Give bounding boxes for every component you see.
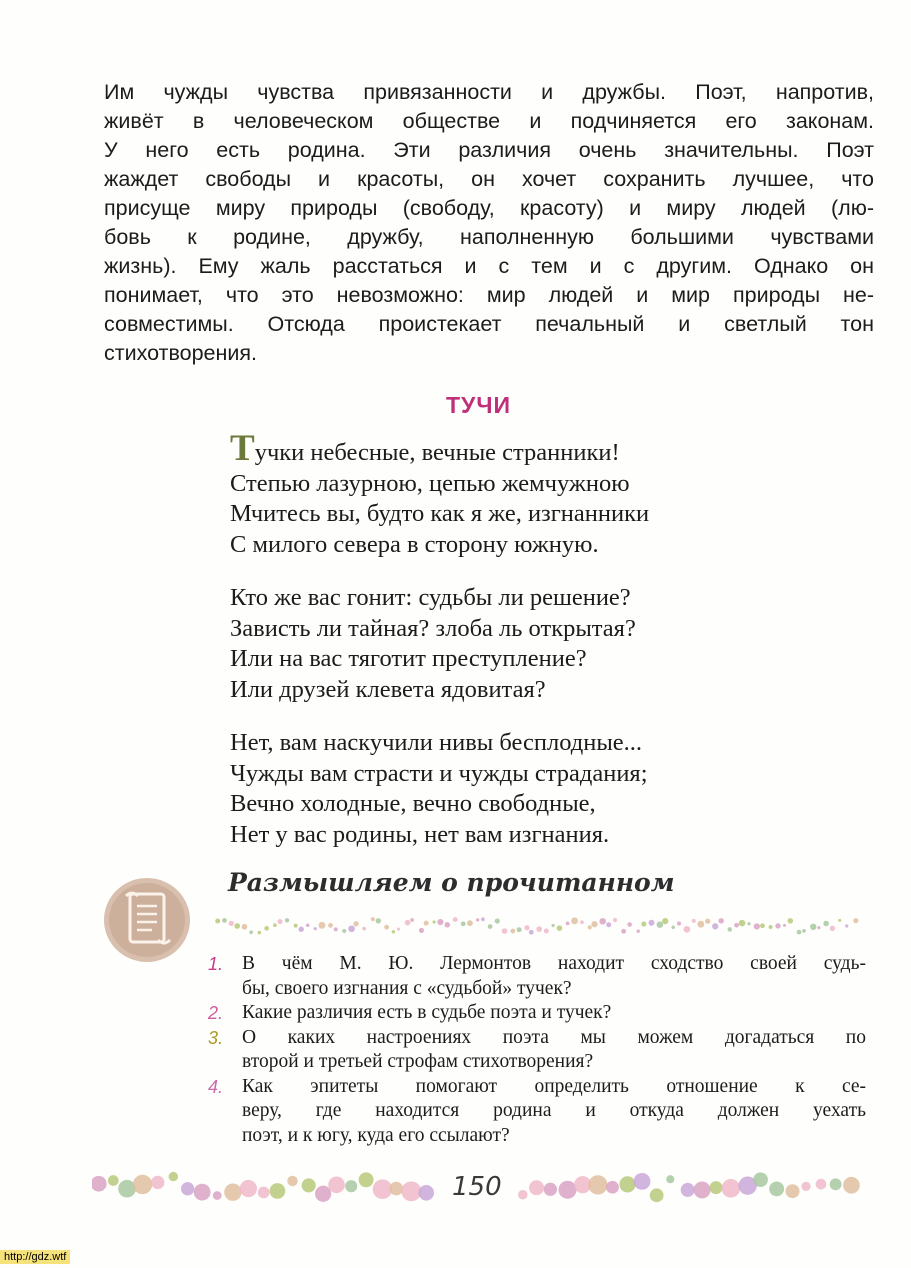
decor-dot xyxy=(362,927,366,931)
prose-line: Им чужды чувства привязанности и дружбы. Поэт, напротив, xyxy=(104,80,874,104)
question-item xyxy=(206,1001,866,1026)
decor-dot xyxy=(627,922,632,927)
decor-dot xyxy=(788,918,793,923)
decor-dot xyxy=(502,928,508,934)
decor-dot xyxy=(621,929,626,934)
decor-dot xyxy=(838,919,841,922)
poem-line: Степью лазурною, цепью жемчужною xyxy=(230,469,630,497)
decor-dot xyxy=(557,925,563,931)
decor-dot xyxy=(258,1187,270,1199)
decor-dot xyxy=(194,1184,211,1201)
decor-dot xyxy=(739,920,746,927)
prose-line: понимает, что это невозможно: мир людей и мир природы не- xyxy=(104,283,874,307)
decor-dot xyxy=(314,927,317,930)
decor-dot xyxy=(753,1172,768,1187)
poem-line: Или на вас тяготит преступление? xyxy=(230,645,587,672)
dotted-divider xyxy=(212,916,862,936)
decor-dot xyxy=(294,924,298,928)
question-number: 1. xyxy=(208,954,224,974)
decor-dot xyxy=(345,1180,357,1192)
decor-dot xyxy=(401,1181,421,1201)
decor-dot xyxy=(786,1184,800,1198)
decor-dot xyxy=(710,1181,723,1194)
question-number: 2. xyxy=(208,1003,224,1023)
decor-dot xyxy=(467,920,473,926)
decor-dot xyxy=(242,924,248,930)
decor-dot xyxy=(559,1181,577,1199)
decor-dot xyxy=(319,922,326,929)
decor-dot xyxy=(397,928,400,931)
decor-dot xyxy=(657,921,664,928)
decor-dot xyxy=(419,928,424,933)
prose-line: живёт в человеческом обществе и подчиняется его законам. xyxy=(104,109,874,133)
decor-dot xyxy=(445,922,450,927)
decor-dot xyxy=(853,918,858,923)
decor-dot xyxy=(571,917,578,924)
decor-dot xyxy=(273,923,277,927)
scroll-icon xyxy=(102,874,192,964)
decor-dot xyxy=(845,924,848,927)
question-item xyxy=(206,952,866,1001)
decor-dot xyxy=(801,1182,810,1191)
decor-dot xyxy=(517,927,522,932)
section-title: Размышляем о прочитанном xyxy=(228,868,675,897)
decor-dot xyxy=(410,918,414,922)
question-number: 4. xyxy=(208,1076,224,1097)
decor-dot xyxy=(298,927,303,932)
decor-dot xyxy=(613,918,617,922)
prose-line: жаждет свободы и красоты, он хочет сохранить лучшее, что xyxy=(104,167,874,191)
decor-dot xyxy=(634,1173,651,1190)
decor-dot xyxy=(213,1191,222,1200)
decor-dot xyxy=(334,927,338,931)
decor-dot xyxy=(722,1179,741,1198)
decor-dot xyxy=(544,928,549,933)
decor-dot xyxy=(215,919,220,924)
decor-dot xyxy=(769,1181,784,1196)
decor-dot xyxy=(823,921,829,927)
decor-dot xyxy=(692,919,696,923)
decor-dot xyxy=(650,1188,664,1202)
decor-dot xyxy=(843,1177,860,1194)
decor-dot xyxy=(619,1176,635,1192)
decor-dot xyxy=(287,1176,297,1186)
decor-dot xyxy=(495,919,500,924)
decor-dot xyxy=(302,1178,316,1192)
decor-dot xyxy=(249,930,253,934)
decor-dot xyxy=(599,918,606,925)
page-number: 150 xyxy=(452,1172,502,1202)
decor-dot xyxy=(151,1176,164,1189)
prose-line: жизнь). Ему жаль расстаться и с тем и с другим. Однако он xyxy=(104,254,874,278)
poem-line: Мчитесь вы, будто как я же, изгнанники xyxy=(230,500,650,527)
question-line: В чём М. Ю. Лермонтов находит сходство своей судь- xyxy=(242,953,866,974)
decor-dot xyxy=(580,920,584,924)
question-item xyxy=(206,1026,866,1075)
decor-dot xyxy=(424,921,429,926)
decor-dot xyxy=(418,1185,434,1201)
decor-dot xyxy=(240,1180,257,1197)
question-line: второй и третьей строфам стихотворения? xyxy=(242,1051,594,1072)
decor-dot xyxy=(697,921,704,928)
decor-dot xyxy=(488,924,493,929)
poem-body xyxy=(230,428,650,873)
decor-dot xyxy=(662,918,668,924)
decor-dot xyxy=(636,929,640,933)
decor-dot xyxy=(830,1178,842,1190)
decor-dot xyxy=(684,926,691,933)
prose-line: бовь к родине, дружбу, наполненную большими чувствами xyxy=(104,225,874,249)
decor-dot xyxy=(641,921,646,926)
decor-dot xyxy=(529,1180,544,1195)
decor-dot xyxy=(705,919,710,924)
decor-dot xyxy=(353,921,358,926)
decor-dot xyxy=(461,921,466,926)
poem-line: Нет, вам наскучили нивы бесплодные... xyxy=(230,729,643,756)
dropcap-letter: Т xyxy=(230,428,255,469)
poem-line: Зависть ли тайная? злоба ль открытая? xyxy=(230,614,636,642)
poem-line: Или друзей клевета ядовитая? xyxy=(230,675,546,703)
poem-line: С милого севера в сторону южную. xyxy=(230,530,599,558)
poem-line: Чужды вам страсти и чужды страдания; xyxy=(230,759,648,787)
question-line: бы, своего изгнания с «судьбой» тучек? xyxy=(242,977,572,999)
decor-dot xyxy=(681,1183,695,1197)
decor-dot xyxy=(606,922,611,927)
decor-dot xyxy=(234,923,240,929)
decor-dot xyxy=(432,920,435,923)
decor-dot xyxy=(518,1190,528,1200)
decor-dot xyxy=(133,1175,152,1194)
poem-line: Вечно холодные, вечно свободные, xyxy=(230,790,596,817)
decor-dot xyxy=(222,918,227,923)
decor-dot xyxy=(389,1182,403,1196)
decor-dot xyxy=(405,920,411,926)
poem-line-text: учки небесные, вечные странники! xyxy=(254,439,620,466)
footer-dots-right xyxy=(516,1170,866,1204)
decor-dot xyxy=(437,919,443,925)
decor-dot xyxy=(524,925,529,930)
decor-dot xyxy=(606,1181,619,1194)
question-list xyxy=(206,952,866,1148)
decor-dot xyxy=(797,930,802,935)
decor-dot xyxy=(384,925,389,930)
decor-dot xyxy=(588,925,592,929)
prose-line: У него есть родина. Эти различия очень значительны. Поэт xyxy=(104,138,874,162)
decor-dot xyxy=(229,921,234,926)
decor-dot xyxy=(348,925,355,932)
footer-dots-left xyxy=(92,1170,437,1204)
decor-dot xyxy=(359,1172,374,1187)
decor-dot xyxy=(342,929,346,933)
intro-paragraph xyxy=(104,78,874,368)
decor-dot xyxy=(92,1176,107,1192)
decor-dot xyxy=(224,1183,241,1200)
decor-dot xyxy=(552,924,555,927)
decor-dot xyxy=(666,1175,674,1183)
watermark-url: http://gdz.wtf xyxy=(0,1250,70,1264)
question-line: О каких настроениях поэта мы можем догадаться по xyxy=(242,1026,866,1048)
decor-dot xyxy=(306,924,310,928)
question-line: веру, где находится родина и откуда должен уехать xyxy=(242,1100,866,1121)
prose-line: стихотворения. xyxy=(104,341,257,365)
decor-dot xyxy=(810,924,816,930)
decor-dot xyxy=(270,1183,286,1199)
question-line: Какие различия есть в судьбе поэта и тучек? xyxy=(242,1002,612,1023)
decor-dot xyxy=(747,922,750,925)
decor-dot xyxy=(264,926,269,931)
prose-line: совместимы. Отсюда проистекает печальный и светлый тон xyxy=(104,312,874,336)
decor-dot xyxy=(373,1179,393,1199)
decor-dot xyxy=(529,930,534,935)
decor-dot xyxy=(371,917,375,921)
decor-dot xyxy=(775,923,780,928)
decor-dot xyxy=(277,919,282,924)
question-line: поэт, и к югу, куда его ссылают? xyxy=(242,1124,510,1146)
prose-line: присуще миру природы (свободу, красоту) и миру людей (лю- xyxy=(104,196,874,220)
decor-dot xyxy=(536,926,542,932)
decor-dot xyxy=(712,923,718,929)
decor-dot xyxy=(453,917,458,922)
decor-dot xyxy=(588,1175,607,1194)
decor-dot xyxy=(481,917,485,921)
decor-dot xyxy=(783,924,786,927)
decor-dot xyxy=(328,923,333,928)
decor-dot xyxy=(181,1182,194,1195)
decor-dot xyxy=(392,930,396,934)
decor-dot xyxy=(830,926,835,931)
poem-line xyxy=(230,428,649,469)
decor-dot xyxy=(649,920,655,926)
decor-dot xyxy=(315,1186,331,1202)
decor-dot xyxy=(817,926,820,929)
decor-dot xyxy=(677,921,681,925)
decor-dot xyxy=(328,1176,345,1193)
decor-dot xyxy=(694,1181,711,1198)
decor-dot xyxy=(108,1175,119,1186)
stanza-3 xyxy=(230,728,649,850)
decor-dot xyxy=(258,931,261,934)
poem-title: ТУЧИ xyxy=(446,392,512,418)
decor-dot xyxy=(510,929,515,934)
decor-dot xyxy=(566,921,570,925)
decor-dot xyxy=(544,1183,557,1196)
decor-dot xyxy=(718,918,723,923)
poem-line: Кто же вас гонит: судьбы ли решение? xyxy=(230,584,631,611)
decor-dot xyxy=(285,918,289,922)
decor-dot xyxy=(476,918,479,921)
decor-dot xyxy=(591,921,597,927)
decor-dot xyxy=(816,1179,827,1190)
poem-line: Нет у вас родины, нет вам изгнания. xyxy=(230,820,610,848)
question-item xyxy=(206,1075,866,1149)
question-line: Как эпитеты помогают определить отношение к се- xyxy=(242,1075,866,1097)
decor-dot xyxy=(671,926,675,930)
stanza-2 xyxy=(230,583,649,705)
stanza-1 xyxy=(230,428,650,560)
decor-dot xyxy=(376,918,381,923)
decor-dot xyxy=(734,923,739,928)
decor-dot xyxy=(754,923,760,929)
decor-dot xyxy=(769,925,773,929)
decor-dot xyxy=(169,1172,178,1181)
decor-dot xyxy=(728,927,733,932)
decor-dot xyxy=(760,923,765,928)
decor-dot xyxy=(802,929,806,933)
question-number: 3. xyxy=(208,1027,224,1048)
